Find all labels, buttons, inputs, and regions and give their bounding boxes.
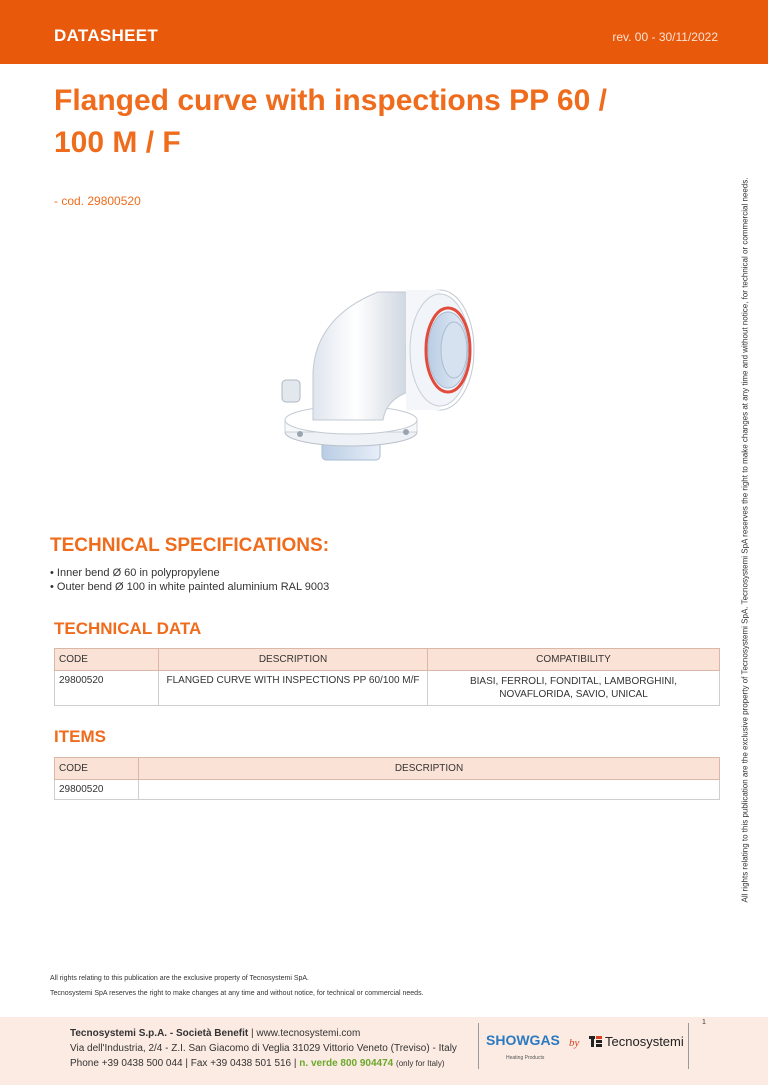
tecnosystemi-logo bbox=[589, 1034, 684, 1049]
vertical-rights-note: All rights relating to this publication are the exclusive property of Tecnosystemi SpA. Tecnosystemi SpA reserves the right to make changes at any time and without notice, for technical or commercial needs. bbox=[740, 177, 750, 903]
footer-divider bbox=[688, 1023, 689, 1069]
spec-item: • Inner bend Ø 60 in polypropylene bbox=[50, 567, 220, 579]
product-image bbox=[268, 272, 498, 472]
spec-item: • Outer bend Ø 100 in white painted aluminium RAL 9003 bbox=[50, 581, 330, 593]
product-code-line: - cod. 29800520 bbox=[54, 194, 141, 208]
cell-code: 29800520 bbox=[55, 780, 139, 800]
toll-free-number: n. verde 800 904474 bbox=[299, 1058, 394, 1069]
revision-date: rev. 00 - 30/11/2022 bbox=[612, 30, 718, 44]
logo-by-text: by bbox=[569, 1037, 580, 1049]
cell-compatibility: BIASI, FERROLI, FONDITAL, LAMBORGHINI, NOVAFLORIDA, SAVIO, UNICAL bbox=[428, 671, 720, 706]
page-number: 1 bbox=[702, 1019, 706, 1026]
cell-description bbox=[139, 780, 720, 800]
technical-data-table bbox=[54, 648, 720, 706]
footnotes bbox=[50, 971, 424, 1001]
column-header-description: DESCRIPTION bbox=[159, 649, 428, 671]
tecnosystemi-logo-text: Tecnosystemi bbox=[605, 1034, 684, 1049]
footnote-changes: Tecnosystemi SpA reserves the right to make changes at any time and without notice, for technical or commercial needs. bbox=[50, 990, 424, 997]
showgas-logo: SHOWGAS bbox=[486, 1032, 560, 1048]
column-header-code: CODE bbox=[55, 758, 139, 780]
company-address: Via dell'Industria, 2/4 - Z.I. San Giacomo di Veglia 31029 Vittorio Veneto (Treviso) - Italy bbox=[70, 1043, 457, 1054]
technical-data-heading: TECHNICAL DATA bbox=[54, 619, 202, 638]
table-row bbox=[55, 671, 720, 706]
items-heading: ITEMS bbox=[54, 727, 106, 746]
company-info bbox=[70, 1026, 457, 1071]
showgas-logo-subtitle: Heating Products bbox=[506, 1055, 545, 1061]
datasheet-label: DATASHEET bbox=[54, 26, 159, 45]
header-bar bbox=[0, 0, 768, 64]
specifications-list bbox=[50, 566, 329, 594]
footnote-rights: All rights relating to this publication are the exclusive property of Tecnosystemi SpA. bbox=[50, 975, 309, 982]
column-header-description: DESCRIPTION bbox=[139, 758, 720, 780]
specifications-heading: TECHNICAL SPECIFICATIONS: bbox=[50, 535, 330, 556]
footer bbox=[0, 1017, 768, 1085]
cell-code: 29800520 bbox=[55, 671, 159, 706]
column-header-compatibility: COMPATIBILITY bbox=[428, 649, 720, 671]
company-website[interactable]: | www.tecnosystemi.com bbox=[250, 1028, 361, 1039]
table-header-row bbox=[55, 758, 720, 780]
italy-only-note: (only for Italy) bbox=[396, 1059, 445, 1068]
column-header-code: CODE bbox=[55, 649, 159, 671]
footer-divider bbox=[478, 1023, 479, 1069]
table-row bbox=[55, 780, 720, 800]
cell-description: FLANGED CURVE WITH INSPECTIONS PP 60/100 M/F bbox=[159, 671, 428, 706]
items-table bbox=[54, 757, 720, 800]
company-name: Tecnosystemi S.p.A. - Società Benefit bbox=[70, 1028, 249, 1039]
tecnosystemi-mark-icon bbox=[589, 1036, 602, 1047]
table-header-row bbox=[55, 649, 720, 671]
company-phone: Phone +39 0438 500 044 | Fax +39 0438 501 516 | bbox=[70, 1058, 297, 1069]
document-title: Flanged curve with inspections PP 60 / 100 M / F bbox=[54, 84, 607, 159]
